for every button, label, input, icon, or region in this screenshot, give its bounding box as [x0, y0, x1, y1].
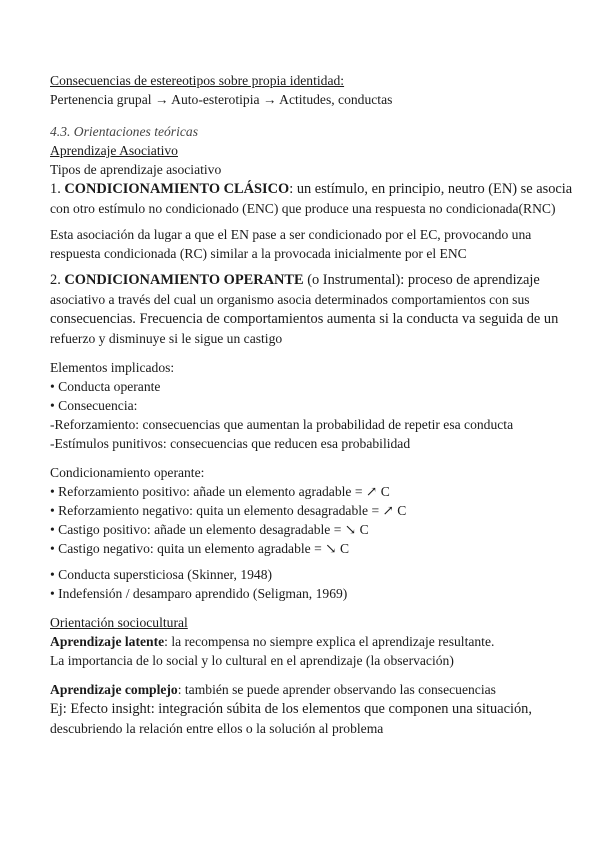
complex-learning-title: Aprendizaje complejo [50, 682, 178, 697]
classical-title: CONDICIONAMIENTO CLÁSICO [64, 181, 290, 197]
operant-number: 2. [50, 272, 65, 288]
elements-heading: Elementos implicados: [50, 360, 175, 375]
list-item: -Estímulos punitivos: consecuencias que reducen esa probabilidad [50, 436, 411, 451]
document-page [50, 71, 580, 738]
classical-conditioning-line1 [50, 179, 580, 199]
complex-learning-def: : también se puede aprender observando las consecuencias [177, 682, 496, 697]
operant-conditioning-line1 [50, 270, 580, 290]
operant-conditioning-line2: asociativo a través del cual un organismo asocia determinados comportamientos con sus [50, 292, 530, 307]
latent-learning-line2: La importancia de lo social y lo cultural en el aprendizaje (la observación) [50, 653, 454, 668]
latent-learning-title: Aprendizaje latente [50, 634, 165, 649]
classical-paragraph-line1: Esta asociación da lugar a que el EN pase a ser condicionado por el EC, provocando una [50, 227, 532, 242]
classical-conditioning-line2: con otro estímulo no condicionado (ENC) que produce una respuesta no condicionada(RNC) [50, 201, 556, 216]
list-item: • Indefensión / desamparo aprendido (Seligman, 1969) [50, 586, 348, 601]
latent-learning-line1 [50, 632, 580, 651]
list-item: • Reforzamiento positivo: añade un elemento agradable = ↗ C [50, 484, 390, 499]
stereotype-chain: Pertenencia grupal → Auto-esterotipia → Actitudes, conductas [50, 92, 393, 107]
section-heading-stereotypes: Consecuencias de estereotipos sobre propia identidad: [50, 73, 345, 88]
sociocultural-heading: Orientación sociocultural [50, 615, 188, 630]
operant-list-heading: Condicionamiento operante: [50, 465, 205, 480]
list-item: • Consecuencia: [50, 398, 138, 413]
classical-def-part1: : un estímulo, en principio, neutro (EN) se asocia [289, 181, 573, 197]
associative-intro: Tipos de aprendizaje asociativo [50, 162, 222, 177]
operant-conditioning-line3: consecuencias. Frecuencia de comportamientos aumenta si la conducta va seguida de un [50, 311, 559, 327]
operant-conditioning-line4: refuerzo y disminuye si le sigue un castigo [50, 331, 283, 346]
list-item: • Castigo negativo: quita un elemento agradable = ↘ C [50, 541, 350, 556]
complex-learning-line3: descubriendo la relación entre ellos o la solución al problema [50, 721, 384, 736]
list-item: • Conducta operante [50, 379, 161, 394]
operant-title: CONDICIONAMIENTO OPERANTE [64, 272, 304, 288]
list-item: -Reforzamiento: consecuencias que aumentan la probabilidad de repetir esa conducta [50, 417, 514, 432]
list-item: • Reforzamiento negativo: quita un elemento desagradable = ↗ C [50, 503, 407, 518]
classical-paragraph-line2: respuesta condicionada (RC) similar a la provocada inicialmente por el ENC [50, 246, 467, 261]
section-title-theories: 4.3. Orientaciones teóricas [50, 124, 198, 139]
operant-def-part1: (o Instrumental): proceso de aprendizaje [303, 272, 540, 288]
classical-number: 1. [50, 181, 65, 197]
list-item: • Conducta supersticiosa (Skinner, 1948) [50, 567, 273, 582]
latent-learning-def: : la recompensa no siempre explica el aprendizaje resultante. [164, 634, 495, 649]
list-item: • Castigo positivo: añade un elemento desagradable = ↘ C [50, 522, 369, 537]
subheading-associative: Aprendizaje Asociativo [50, 143, 178, 158]
complex-learning-line2: Ej: Efecto insight: integración súbita de los elementos que componen una situación, [50, 701, 532, 717]
complex-learning-line1 [50, 680, 580, 699]
